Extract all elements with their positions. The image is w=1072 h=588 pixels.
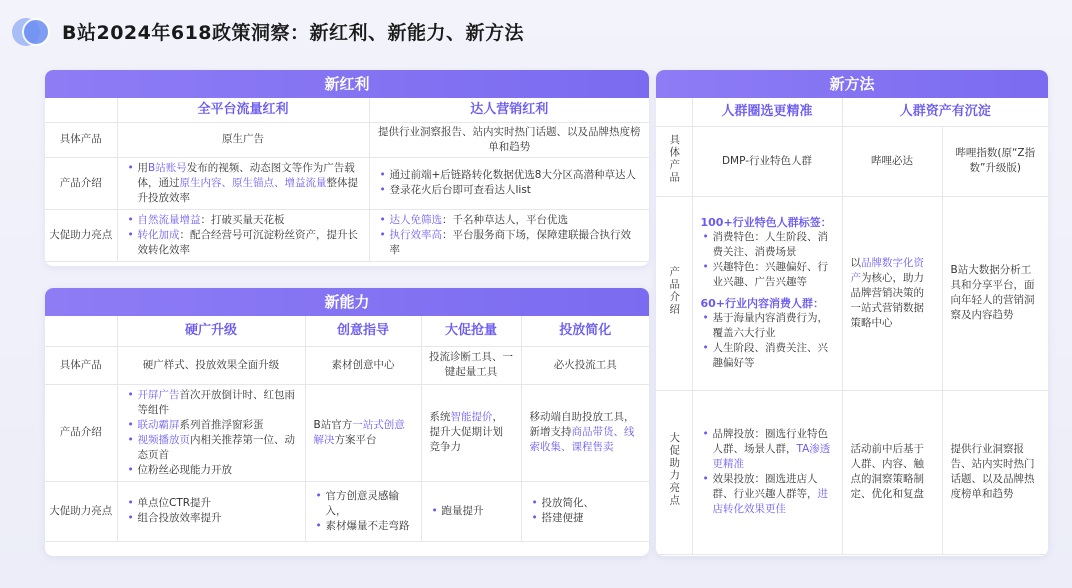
table-cell: 以品牌数字化资产为核心，助力品牌营销决策的一站式营销数据策略中心 (842, 196, 942, 390)
panel-xinfangfa (656, 70, 1048, 556)
table-cell: 投流诊断工具、一键起量工具 (421, 346, 521, 384)
panel-header-xinhongli: 新红利 (45, 70, 649, 98)
table-cell: • 跑量提升 (421, 481, 521, 541)
table-cell: • 投放简化、 • 搭建便捷 (521, 481, 649, 541)
page-title: B站2024年618政策洞察：新红利、新能力、新方法 (62, 22, 525, 44)
table-xinnengli (45, 316, 649, 542)
table-cell: 系统智能提价，提升大促期计划竞争力 (421, 384, 521, 481)
table-cell: DMP-行业特色人群 (692, 126, 842, 196)
table-cell: • 通过前端+后链路转化数据优选8大分区高潜种草达人 • 登录花火后台即可查看达人list (369, 157, 649, 209)
panel-xinhongli (45, 70, 649, 266)
table-cell: • 单点位CTR提升 • 组合投放效率提升 (117, 481, 305, 541)
table-cell: 原生广告 (117, 122, 369, 157)
row-label: 大促助力亮点 (45, 209, 117, 261)
table-cell: 100+行业特色人群标签： • 消费特色：人生阶段、消费关注、消费场景 • 兴趣特色：兴趣偏好、行业兴趣、广告兴趣等 60+行业内容消费人群： • 基于海量内容消费行为，覆盖六大行业 • 人生阶段、消费关注、兴趣偏好等 (692, 196, 842, 390)
panel-header-xinnengli: 新能力 (45, 288, 649, 316)
table-cell: 素材创意中心 (305, 346, 421, 384)
table-cell: 提供行业洞察报告、站内实时热门话题、以及品牌热度榜单和趋势 (369, 122, 649, 157)
row-label: 大促助力亮点 (668, 432, 681, 507)
col-header: 人群圈选更精准 (692, 98, 842, 126)
table-cell: • 达人免筛选：千名种草达人，平台优选 • 执行效率高：平台服务商下场，保障建联撮合执行效率 (369, 209, 649, 261)
table-cell: 哔哩指数(原“Z指数”升级版) (942, 126, 1048, 196)
brand-logo-icon (12, 18, 52, 46)
row-label: 大促助力亮点 (45, 481, 117, 541)
col-header: 硬广升级 (117, 316, 305, 346)
col-header: 达人营销红利 (369, 98, 649, 122)
table-cell: 移动端自助投放工具，新增支持商品带货、线索收集、课程售卖 (521, 384, 649, 481)
col-header: 人群资产有沉淀 (842, 98, 1048, 126)
col-header: 投放简化 (521, 316, 649, 346)
table-cell: B站大数据分析工具和分享平台，面向年轻人的营销洞察及内容趋势 (942, 196, 1048, 390)
row-label: 产品介绍 (45, 384, 117, 481)
table-cell: • 品牌投放：圈选行业特色人群、场景人群，TA渗透更精准 • 效果投放：圈选进店人群、行业兴趣人群等，进店转化效果更佳 (692, 390, 842, 554)
table-cell: • 开屏广告首次开放倒计时、红包雨等组件 • 联动霸屏系列首推浮窗彩蛋 • 视频播放页内相关推荐第一位、动态页首 • 位粉丝必现能力开放 (117, 384, 305, 481)
panel-xinnengli (45, 288, 649, 556)
row-label: 产品介绍 (45, 157, 117, 209)
table-xinhongli (45, 98, 649, 262)
table-cell: 必火投流工具 (521, 346, 649, 384)
table-cell: 硬广样式、投放效果全面升级 (117, 346, 305, 384)
table-cell: 活动前中后基于人群、内容、触点的洞察策略制定、优化和复盘 (842, 390, 942, 554)
row-label: 具体产品 (45, 346, 117, 384)
table-cell: • 官方创意灵感输入， • 素材爆量不走弯路 (305, 481, 421, 541)
table-cell: • 自然流量增益：打破买量天花板 • 转化加成：配合经营号可沉淀粉丝资产，提升长效转化效率 (117, 209, 369, 261)
table-cell: 提供行业洞察报告、站内实时热门话题、以及品牌热度榜单和趋势 (942, 390, 1048, 554)
table-cell: B站官方一站式创意解决方案平台 (305, 384, 421, 481)
row-label: 具体产品 (45, 122, 117, 157)
table-cell: 哔哩必达 (842, 126, 942, 196)
table-cell: • 用B站账号发布的视频、动态图文等作为广告载体，通过原生内容、原生锚点、增益流量整体提升投放效率 (117, 157, 369, 209)
col-header: 创意指导 (305, 316, 421, 346)
col-header: 大促抢量 (421, 316, 521, 346)
row-label: 产品介绍 (668, 265, 681, 316)
table-xinfangfa (656, 98, 1048, 555)
row-label: 具体产品 (668, 133, 681, 184)
panel-header-xinfangfa: 新方法 (656, 70, 1048, 98)
col-header: 全平台流量红利 (117, 98, 369, 122)
